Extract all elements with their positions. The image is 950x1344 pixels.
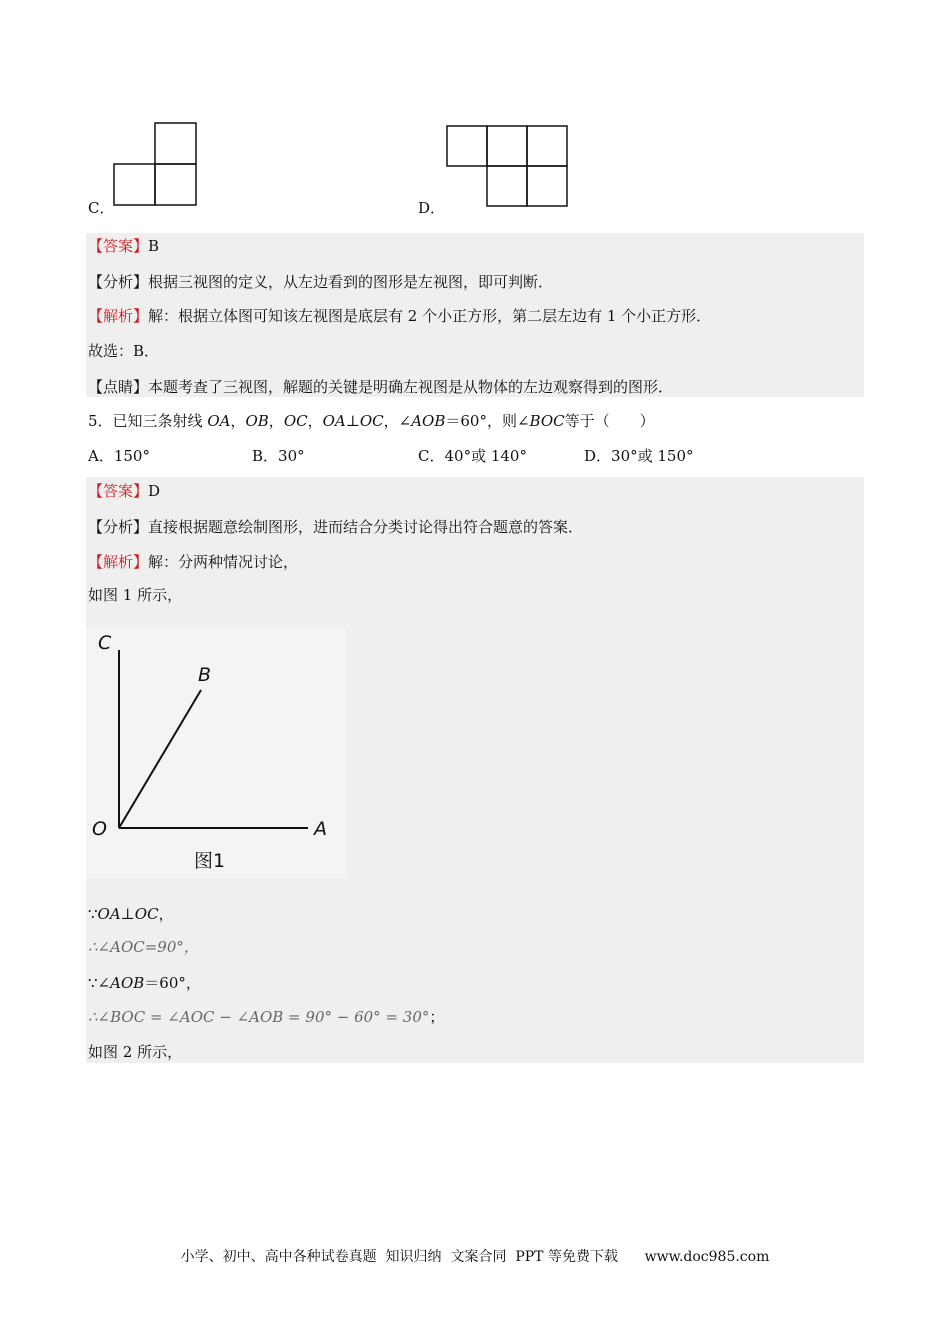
figure-1-caption: 图1 [194,850,226,872]
q5-explain: 【解析】解：分两种情况讨论， [88,553,299,571]
figure-1-label-c: C [98,632,112,654]
step-3: ∵∠AOB＝60°， [88,974,201,992]
option-d-figure [445,124,569,208]
figure-1-label-o: O [92,818,107,840]
fig1-intro: 如图 1 所示， [88,586,183,604]
option-c-label: C． [88,199,115,217]
q4-choose: 故选：B． [88,342,160,360]
step-2: ∴∠AOC=90°， [88,938,199,956]
q5-option-d: D．30°或 150° [584,447,694,465]
step-4: ∴∠BOC = ∠AOC − ∠AOB = 90° − 60° = 30°； [88,1008,445,1026]
q5-stem: 5．已知三条射线 OA，OB，OC，OA⊥OC，∠AOB＝60°，则∠BOC等于（ ） [88,412,655,430]
q4-explain: 【解析】解：根据立体图可知该左视图是底层有 2 个小正方形，第二层左边有 1 个小正方形． [88,307,712,325]
q5-option-b: B．30° [252,447,305,465]
q5-option-a: A．150° [88,447,150,465]
q4-comment: 【点睛】本题考查了三视图，解题的关键是明确左视图是从物体的左边观察得到的图形． [88,378,674,396]
option-d-label: D． [418,199,446,217]
option-c-figure [112,121,200,209]
step-1: ∵OA⊥OC， [88,905,174,923]
q5-option-c: C．40°或 140° [418,447,527,465]
fig2-intro: 如图 2 所示， [88,1043,183,1061]
q4-analysis: 【分析】根据三视图的定义，从左边看到的图形是左视图，即可判断． [88,273,554,291]
page-footer: 小学、初中、高中各种试卷真题 知识归纳 文案合同 PPT 等免费下载 www.doc985.com [180,1249,770,1265]
figure-1-label-a: A [314,818,327,840]
q4-answer: 【答案】B [88,237,160,255]
q5-analysis: 【分析】直接根据题意绘制图形，进而结合分类讨论得出符合题意的答案． [88,518,584,536]
q5-answer: 【答案】D [88,482,161,500]
figure-1-label-b: B [198,664,212,686]
figure-1 [86,628,346,878]
